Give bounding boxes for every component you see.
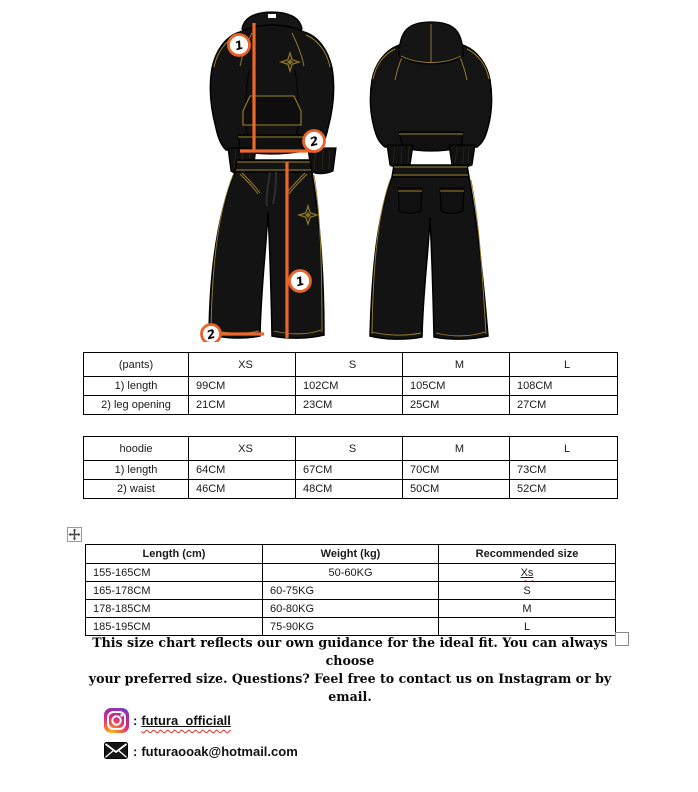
instagram-handle-row: [133, 713, 231, 728]
value-cell: 108CM: [510, 377, 618, 396]
table-header-row: [84, 437, 618, 461]
col-header-l: L: [510, 437, 618, 461]
table-row: [84, 480, 618, 499]
colon-separator: :: [133, 744, 138, 759]
instagram-camera-glyph: [104, 708, 129, 733]
hoodie-back-illustration: [365, 16, 503, 170]
hoodie-table-title: hoodie: [84, 437, 189, 461]
col-header-l: L: [510, 353, 618, 377]
table-row: [84, 461, 618, 480]
col-header-m: M: [403, 353, 510, 377]
weight-cell: 50-60KG: [263, 564, 439, 582]
header-weight: Weight (kg): [263, 545, 439, 564]
col-header-s: S: [296, 353, 403, 377]
value-cell: 105CM: [403, 377, 510, 396]
size-cell: M: [439, 600, 616, 618]
row-label: 1) length: [84, 461, 189, 480]
table-row: [86, 600, 616, 618]
value-cell: 70CM: [403, 461, 510, 480]
weight-cell: 75-90KG: [263, 618, 439, 636]
weight-cell: 60-75KG: [263, 582, 439, 600]
instagram-icon: [104, 708, 129, 733]
row-label: 1) length: [84, 377, 189, 396]
header-length: Length (cm): [86, 545, 263, 564]
envelope-glyph: [104, 742, 128, 759]
pants-marker-2: [202, 325, 221, 343]
size-guidance-note: [79, 634, 621, 706]
table-row: [86, 564, 616, 582]
length-cell: 185-195CM: [86, 618, 263, 636]
email-icon: [104, 742, 128, 759]
value-cell: 27CM: [510, 396, 618, 415]
value-cell: 52CM: [510, 480, 618, 499]
move-cross-icon: [68, 528, 81, 541]
pants-back-illustration: [362, 152, 500, 342]
pants-table-title: (pants): [84, 353, 189, 377]
weight-cell: 60-80KG: [263, 600, 439, 618]
value-cell: 25CM: [403, 396, 510, 415]
length-cell: 165-178CM: [86, 582, 263, 600]
table-header-row: [86, 545, 616, 564]
svg-text:2: 2: [205, 326, 217, 342]
value-cell: 50CM: [403, 480, 510, 499]
size-cell: L: [439, 618, 616, 636]
row-label: 2) leg opening: [84, 396, 189, 415]
pants-marker-1: [290, 271, 311, 292]
pants-size-table: [83, 352, 618, 415]
svg-text:1: 1: [233, 37, 245, 54]
value-cell: 23CM: [296, 396, 403, 415]
value-cell: 64CM: [189, 461, 296, 480]
table-row: [84, 377, 618, 396]
col-header-s: S: [296, 437, 403, 461]
col-header-xs: XS: [189, 437, 296, 461]
svg-text:2: 2: [308, 133, 320, 150]
header-recommended-size: Recommended size: [439, 545, 616, 564]
length-cell: 155-165CM: [86, 564, 263, 582]
pants-front-illustration: [200, 148, 336, 342]
colon-separator: :: [133, 713, 138, 728]
value-cell: 99CM: [189, 377, 296, 396]
length-cell: 178-185CM: [86, 600, 263, 618]
table-row: [86, 618, 616, 636]
size-cell: S: [439, 582, 616, 600]
table-move-handle[interactable]: [67, 527, 82, 542]
value-cell: 73CM: [510, 461, 618, 480]
table-row: [84, 396, 618, 415]
email-address: futuraooak@hotmail.com: [141, 744, 298, 759]
value-cell: 102CM: [296, 377, 403, 396]
size-cell: Xs: [439, 564, 616, 582]
value-cell: 48CM: [296, 480, 403, 499]
note-line-2: your preferred size. Questions? Feel free to contact us on Instagram or by email.: [88, 671, 612, 704]
instagram-handle-link[interactable]: futura_officiall: [141, 713, 231, 728]
note-line-1: This size chart reflects our own guidance for the ideal fit. You can always choose: [92, 635, 608, 668]
table-row: [86, 582, 616, 600]
email-row: [133, 744, 298, 759]
value-cell: 67CM: [296, 461, 403, 480]
row-label: 2) waist: [84, 480, 189, 499]
value-cell: 21CM: [189, 396, 296, 415]
hoodie-marker-1: [229, 35, 250, 56]
svg-text:1: 1: [294, 273, 306, 290]
col-header-m: M: [403, 437, 510, 461]
value-cell: 46CM: [189, 480, 296, 499]
table-header-row: [84, 353, 618, 377]
col-header-xs: XS: [189, 353, 296, 377]
hoodie-size-table: [83, 436, 618, 499]
size-guide-table: [85, 544, 616, 636]
